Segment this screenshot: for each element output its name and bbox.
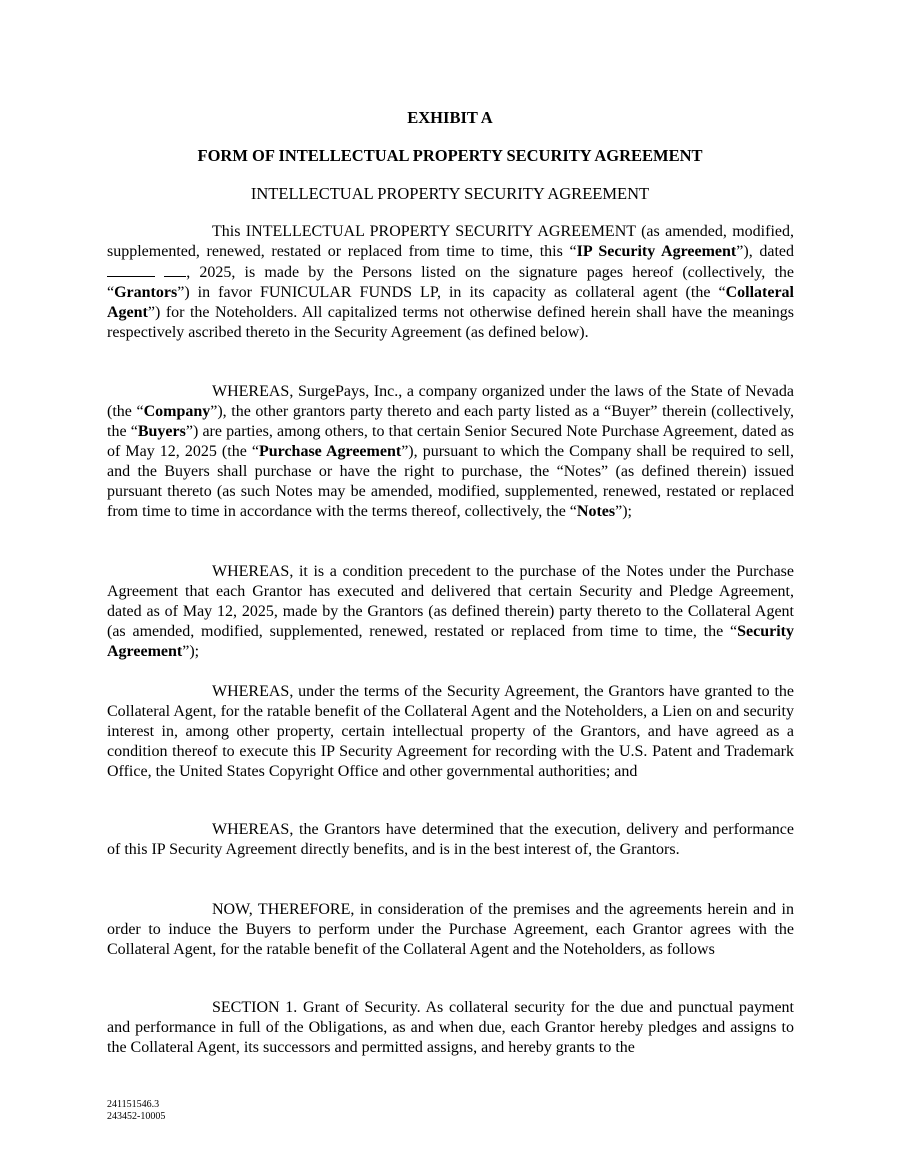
term-notes: Notes	[576, 503, 616, 520]
term-security-agreement: Security Agreement	[107, 623, 794, 660]
whereas-paragraph-condition: WHEREAS, it is a condition precedent to the purchase of the Notes under the Purchase Agreement that each Grantor has executed and delivered that certain Security and Pledge Agreement, dated as of May 12, 2025, made by the Grantors (as defined therein) party thereto to the Collateral Agent (as amended, modified, supplemented, renewed, restated or replaced from time to time, the “Security Agreement”);	[107, 563, 794, 660]
date-blank	[107, 262, 155, 277]
section-1-paragraph: SECTION 1. Grant of Security. As collateral security for the due and punctual payment and performance in full of the Obligations, as and when due, each Grantor hereby pledges and assigns to the Collateral Agent, its successors and permitted assigns, and hereby grants to the	[107, 999, 794, 1056]
agreement-title: INTELLECTUAL PROPERTY SECURITY AGREEMENT	[250, 184, 650, 203]
intro-paragraph: This INTELLECTUAL PROPERTY SECURITY AGREEMENT (as amended, modified, supplemented, renewed, restated or replaced from time to time, this “IP Security Agreement”), dated , 2025, is made by the Persons listed on the signature pages hereof (collectively, the “Grantors”) in favor FUNICULAR FUNDS LP, in its capacity as collateral agent (the “Collateral Agent”) for the Noteholders. All capitalized terms not otherwise defined herein shall have the meanings respectively ascribed thereto in the Security Agreement (as defined below).	[107, 223, 795, 341]
term-ip-security-agreement: IP Security Agreement	[576, 243, 737, 260]
now-therefore-paragraph: NOW, THEREFORE, in consideration of the premises and the agreements herein and in order to induce the Buyers to perform under the Purchase Agreement, each Grantor agrees with the Collateral Agent, for the ratable benefit of the Collateral Agent and the Noteholders, as follows	[107, 901, 794, 958]
term-grantors: Grantors	[114, 284, 178, 301]
footer-matter-number: 243452-10005	[107, 1111, 166, 1122]
form-title: FORM OF INTELLECTUAL PROPERTY SECURITY AGREEMENT	[197, 146, 703, 165]
whereas-paragraph-benefits: WHEREAS, the Grantors have determined that the execution, delivery and performance of this IP Security Agreement directly benefits, and is in the best interest of, the Grantors.	[107, 821, 794, 858]
document-footer	[107, 1099, 165, 1123]
whereas-paragraph-lien: WHEREAS, under the terms of the Security Agreement, the Grantors have granted to the Collateral Agent, for the ratable benefit of the Collateral Agent and the Noteholders, a Lien on and security interest in, among other property, certain intellectual property of the Grantors, and have agreed as a condition thereof to execute this IP Security Agreement for recording with the U.S. Patent and Trademark Office, the United States Copyright Office and other governmental authorities; and	[107, 683, 794, 780]
footer-doc-number: 241151546.3	[107, 1099, 160, 1110]
term-collateral-agent: Collateral Agent	[107, 284, 794, 321]
exhibit-title: EXHIBIT A	[407, 108, 493, 127]
whereas-paragraph-company: WHEREAS, SurgePays, Inc., a company organized under the laws of the State of Nevada (the “Company”), the other grantors party thereto and each party listed as a “Buyer” therein (collectively, the “Buyers”) are parties, among others, to that certain Senior Secured Note Purchase Agreement, dated as of May 12, 2025 (the “Purchase Agreement”), pursuant to which the Company shall be required to sell, and the Buyers shall purchase or have the right to purchase, the “Notes” (as defined therein) issued pursuant thereto (as such Notes may be amended, modified, supplemented, renewed, restated or replaced from time to time in accordance with the terms thereof, collectively, the “Notes”);	[107, 383, 794, 520]
term-buyers: Buyers	[137, 423, 186, 440]
term-purchase-agreement: Purchase Agreement	[258, 443, 402, 460]
date-blank-day	[164, 262, 186, 277]
term-company: Company	[143, 403, 211, 420]
